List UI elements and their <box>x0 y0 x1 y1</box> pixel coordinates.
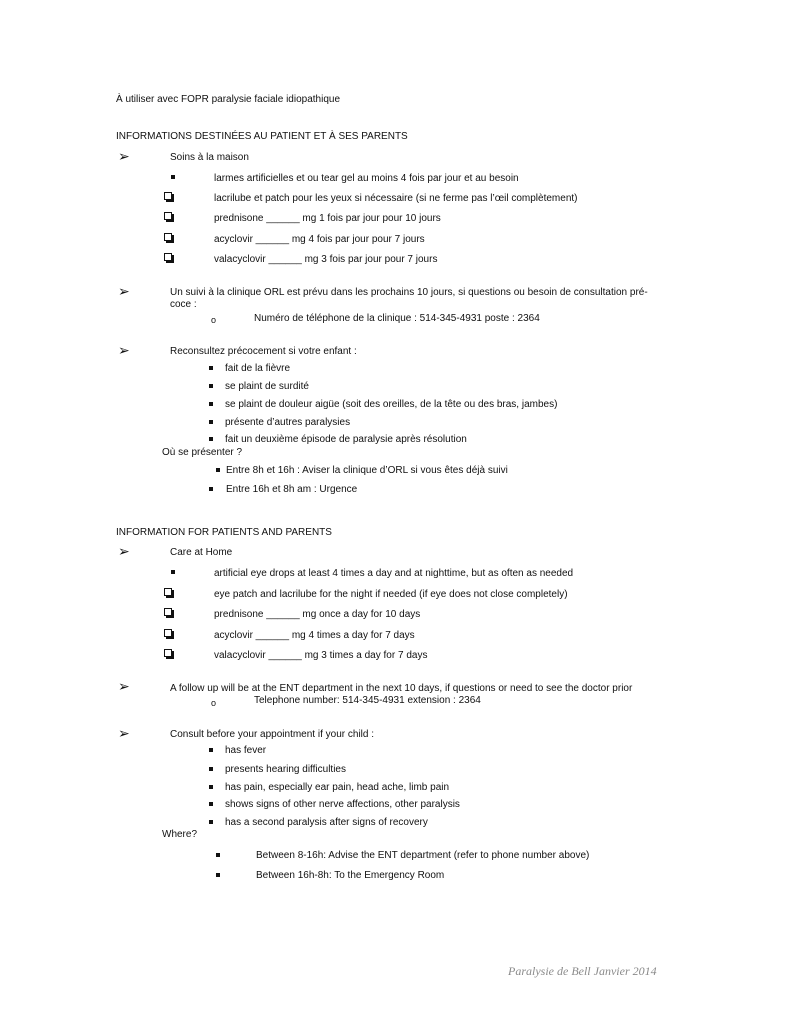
followup-fr-line1: Un suivi à la clinique ORL est prévu dans les prochains 10 jours, si questions ou besoin de consultation pré- <box>170 287 648 298</box>
checkbox-icon[interactable] <box>164 588 172 596</box>
arrow-bullet-icon: ➢ <box>118 284 130 300</box>
consult-item-fr-4: présente d’autres paralysies <box>225 417 351 428</box>
circle-bullet-icon: o <box>211 698 217 708</box>
consult-heading-en: Consult before your appointment if your child : <box>170 729 374 740</box>
circle-bullet-icon: o <box>211 315 217 325</box>
consult-item-fr-2: se plaint de surdité <box>225 381 309 392</box>
square-bullet-icon <box>209 802 213 806</box>
square-bullet-icon <box>209 384 213 388</box>
consult-heading-fr: Reconsultez précocement si votre enfant : <box>170 346 357 357</box>
care-item-en-2: eye patch and lacrilube for the night if needed (if eye does not close completely) <box>214 589 568 600</box>
square-bullet-icon <box>209 748 213 752</box>
square-bullet-icon <box>209 767 213 771</box>
followup-en-line1: A follow up will be at the ENT department in the next 10 days, if questions or need to see the doctor prior <box>170 683 633 694</box>
care-item-en-5: valacyclovir ______ mg 3 times a day for 7 days <box>214 650 428 661</box>
square-bullet-icon <box>216 873 220 877</box>
square-bullet-icon <box>209 402 213 406</box>
care-item-en-1: artificial eye drops at least 4 times a day and at nighttime, but as often as needed <box>214 568 574 579</box>
usage-note: À utiliser avec FOPR paralysie faciale idiopathique <box>116 94 340 105</box>
care-item-en-4: acyclovir ______ mg 4 times a day for 7 days <box>214 630 415 641</box>
where-item-fr-2: Entre 16h et 8h am : Urgence <box>226 484 358 495</box>
square-bullet-icon <box>209 820 213 824</box>
checkbox-icon[interactable] <box>164 253 172 261</box>
where-item-en-1: Between 8-16h: Advise the ENT department (refer to phone number above) <box>256 850 590 861</box>
consult-item-en-1: has fever <box>225 745 267 756</box>
square-bullet-icon <box>209 487 213 491</box>
care-item-fr-5: valacyclovir ______ mg 3 fois par jour pour 7 jours <box>214 254 438 265</box>
square-bullet-icon <box>209 420 213 424</box>
followup-fr-line2: coce : <box>170 299 197 310</box>
care-item-fr-4: acyclovir ______ mg 4 fois par jour pour 7 jours <box>214 234 425 245</box>
care-item-fr-1: larmes artificielles et ou tear gel au moins 4 fois par jour et au besoin <box>214 173 519 184</box>
care-item-fr-3: prednisone ______ mg 1 fois par jour pour 10 jours <box>214 213 441 224</box>
care-item-en-3: prednisone ______ mg once a day for 10 days <box>214 609 421 620</box>
care-heading-fr: Soins à la maison <box>170 152 249 163</box>
section-title-fr: INFORMATIONS DESTINÉES AU PATIENT ET À SES PARENTS <box>116 131 408 142</box>
where-item-fr-1: Entre 8h et 16h : Aviser la clinique d’ORL si vous êtes déjà suivi <box>226 465 508 476</box>
followup-phone-en: Telephone number: 514-345-4931 extension : 2364 <box>254 695 481 706</box>
consult-item-en-5: has a second paralysis after signs of recovery <box>225 817 428 828</box>
consult-item-fr-5: fait un deuxième épisode de paralysie après résolution <box>225 434 467 445</box>
square-bullet-icon <box>216 468 220 472</box>
arrow-bullet-icon: ➢ <box>118 544 130 560</box>
arrow-bullet-icon: ➢ <box>118 726 130 742</box>
section-title-en: INFORMATION FOR PATIENTS AND PARENTS <box>116 527 332 538</box>
arrow-bullet-icon: ➢ <box>118 149 130 165</box>
square-bullet-icon <box>209 785 213 789</box>
consult-item-en-2: presents hearing difficulties <box>225 764 346 775</box>
checkbox-icon[interactable] <box>164 233 172 241</box>
square-bullet-icon <box>216 853 220 857</box>
checkbox-icon[interactable] <box>164 608 172 616</box>
square-bullet-icon <box>209 437 213 441</box>
square-bullet-icon <box>171 175 175 179</box>
care-item-fr-2: lacrilube et patch pour les yeux si nécessaire (si ne ferme pas l’œil complètement) <box>214 193 578 204</box>
checkbox-icon[interactable] <box>164 649 172 657</box>
footer-note: Paralysie de Bell Janvier 2014 <box>508 964 657 978</box>
checkbox-icon[interactable] <box>164 629 172 637</box>
square-bullet-icon <box>209 366 213 370</box>
consult-item-en-3: has pain, especially ear pain, head ache, limb pain <box>225 782 450 793</box>
consult-item-fr-1: fait de la fièvre <box>225 363 291 374</box>
consult-item-fr-3: se plaint de douleur aigüe (soit des oreilles, de la tête ou des bras, jambes) <box>225 399 558 410</box>
consult-item-en-4: shows signs of other nerve affections, other paralysis <box>225 799 460 810</box>
checkbox-icon[interactable] <box>164 212 172 220</box>
care-heading-en: Care at Home <box>170 547 233 558</box>
checkbox-icon[interactable] <box>164 192 172 200</box>
where-item-en-2: Between 16h-8h: To the Emergency Room <box>256 870 445 881</box>
arrow-bullet-icon: ➢ <box>118 343 130 359</box>
where-label-en: Where? <box>162 829 198 840</box>
arrow-bullet-icon: ➢ <box>118 679 130 695</box>
where-label-fr: Où se présenter ? <box>162 447 243 458</box>
followup-phone-fr: Numéro de téléphone de la clinique : 514-345-4931 poste : 2364 <box>254 313 540 324</box>
square-bullet-icon <box>171 570 175 574</box>
